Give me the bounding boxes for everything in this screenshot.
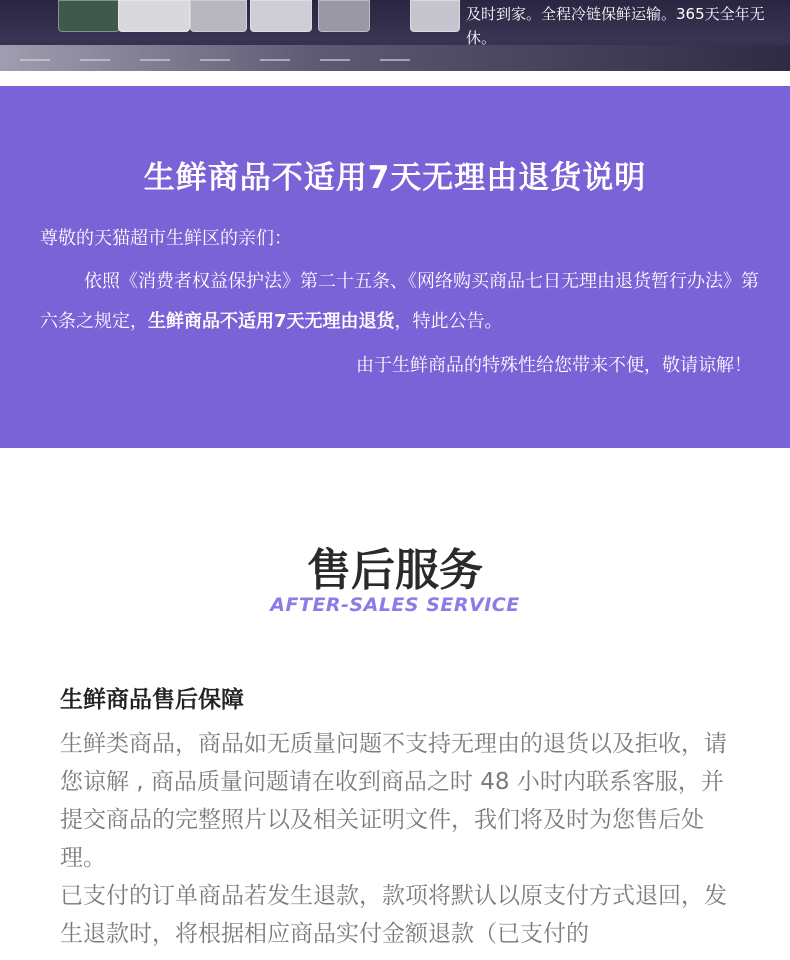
truck-shape <box>410 0 460 32</box>
notice-body-highlight: 生鲜商品不适用7天无理由退货 <box>148 311 395 332</box>
truck-shape <box>58 0 120 32</box>
notice-body <box>40 262 760 342</box>
banner-caption: 及时到家。全程冷链保鲜运输。365天全年无休。 <box>466 5 765 47</box>
section-title: 售后服务 <box>307 545 483 596</box>
truck-shape <box>118 0 190 32</box>
truck-shape <box>318 0 370 32</box>
delivery-banner-image <box>0 0 790 71</box>
notice-body-prefix: 依照《消费者权益保护法》第二十五条、《网络购买商品七日无理由退货暂行办法》第六条之规定， <box>40 271 759 332</box>
notice-greeting: 尊敬的天猫超市生鲜区的亲们： <box>40 228 292 249</box>
truck-shape <box>250 0 312 32</box>
return-policy-notice <box>0 86 790 448</box>
truck-shape <box>190 0 247 32</box>
notice-title: 生鲜商品不适用7天无理由退货说明 <box>143 160 647 196</box>
policy-paragraph: 已支付的订单商品若发生退款，款项将默认以原支付方式退回，发生退款时，将根据相应商品实付金额退款（已支付的 <box>60 883 727 947</box>
policy-text <box>60 725 740 953</box>
policy-paragraph: 生鲜类商品，商品如无质量问题不支持无理由的退货以及拒收，请您谅解 , 商品质量问题请在收到商品之时 48 小时内联系客服，并提交商品的完整照片以及相关证明文件，我们将及时为您售后处理。 <box>60 731 727 871</box>
notice-body-suffix: ，特此公告。 <box>394 311 503 332</box>
section-subtitle: AFTER-SALES SERVICE <box>270 594 520 616</box>
policy-heading: 生鲜商品售后保障 <box>60 687 244 713</box>
notice-footer: 由于生鲜商品的特殊性给您带来不便，敬请谅解！ <box>356 355 752 376</box>
